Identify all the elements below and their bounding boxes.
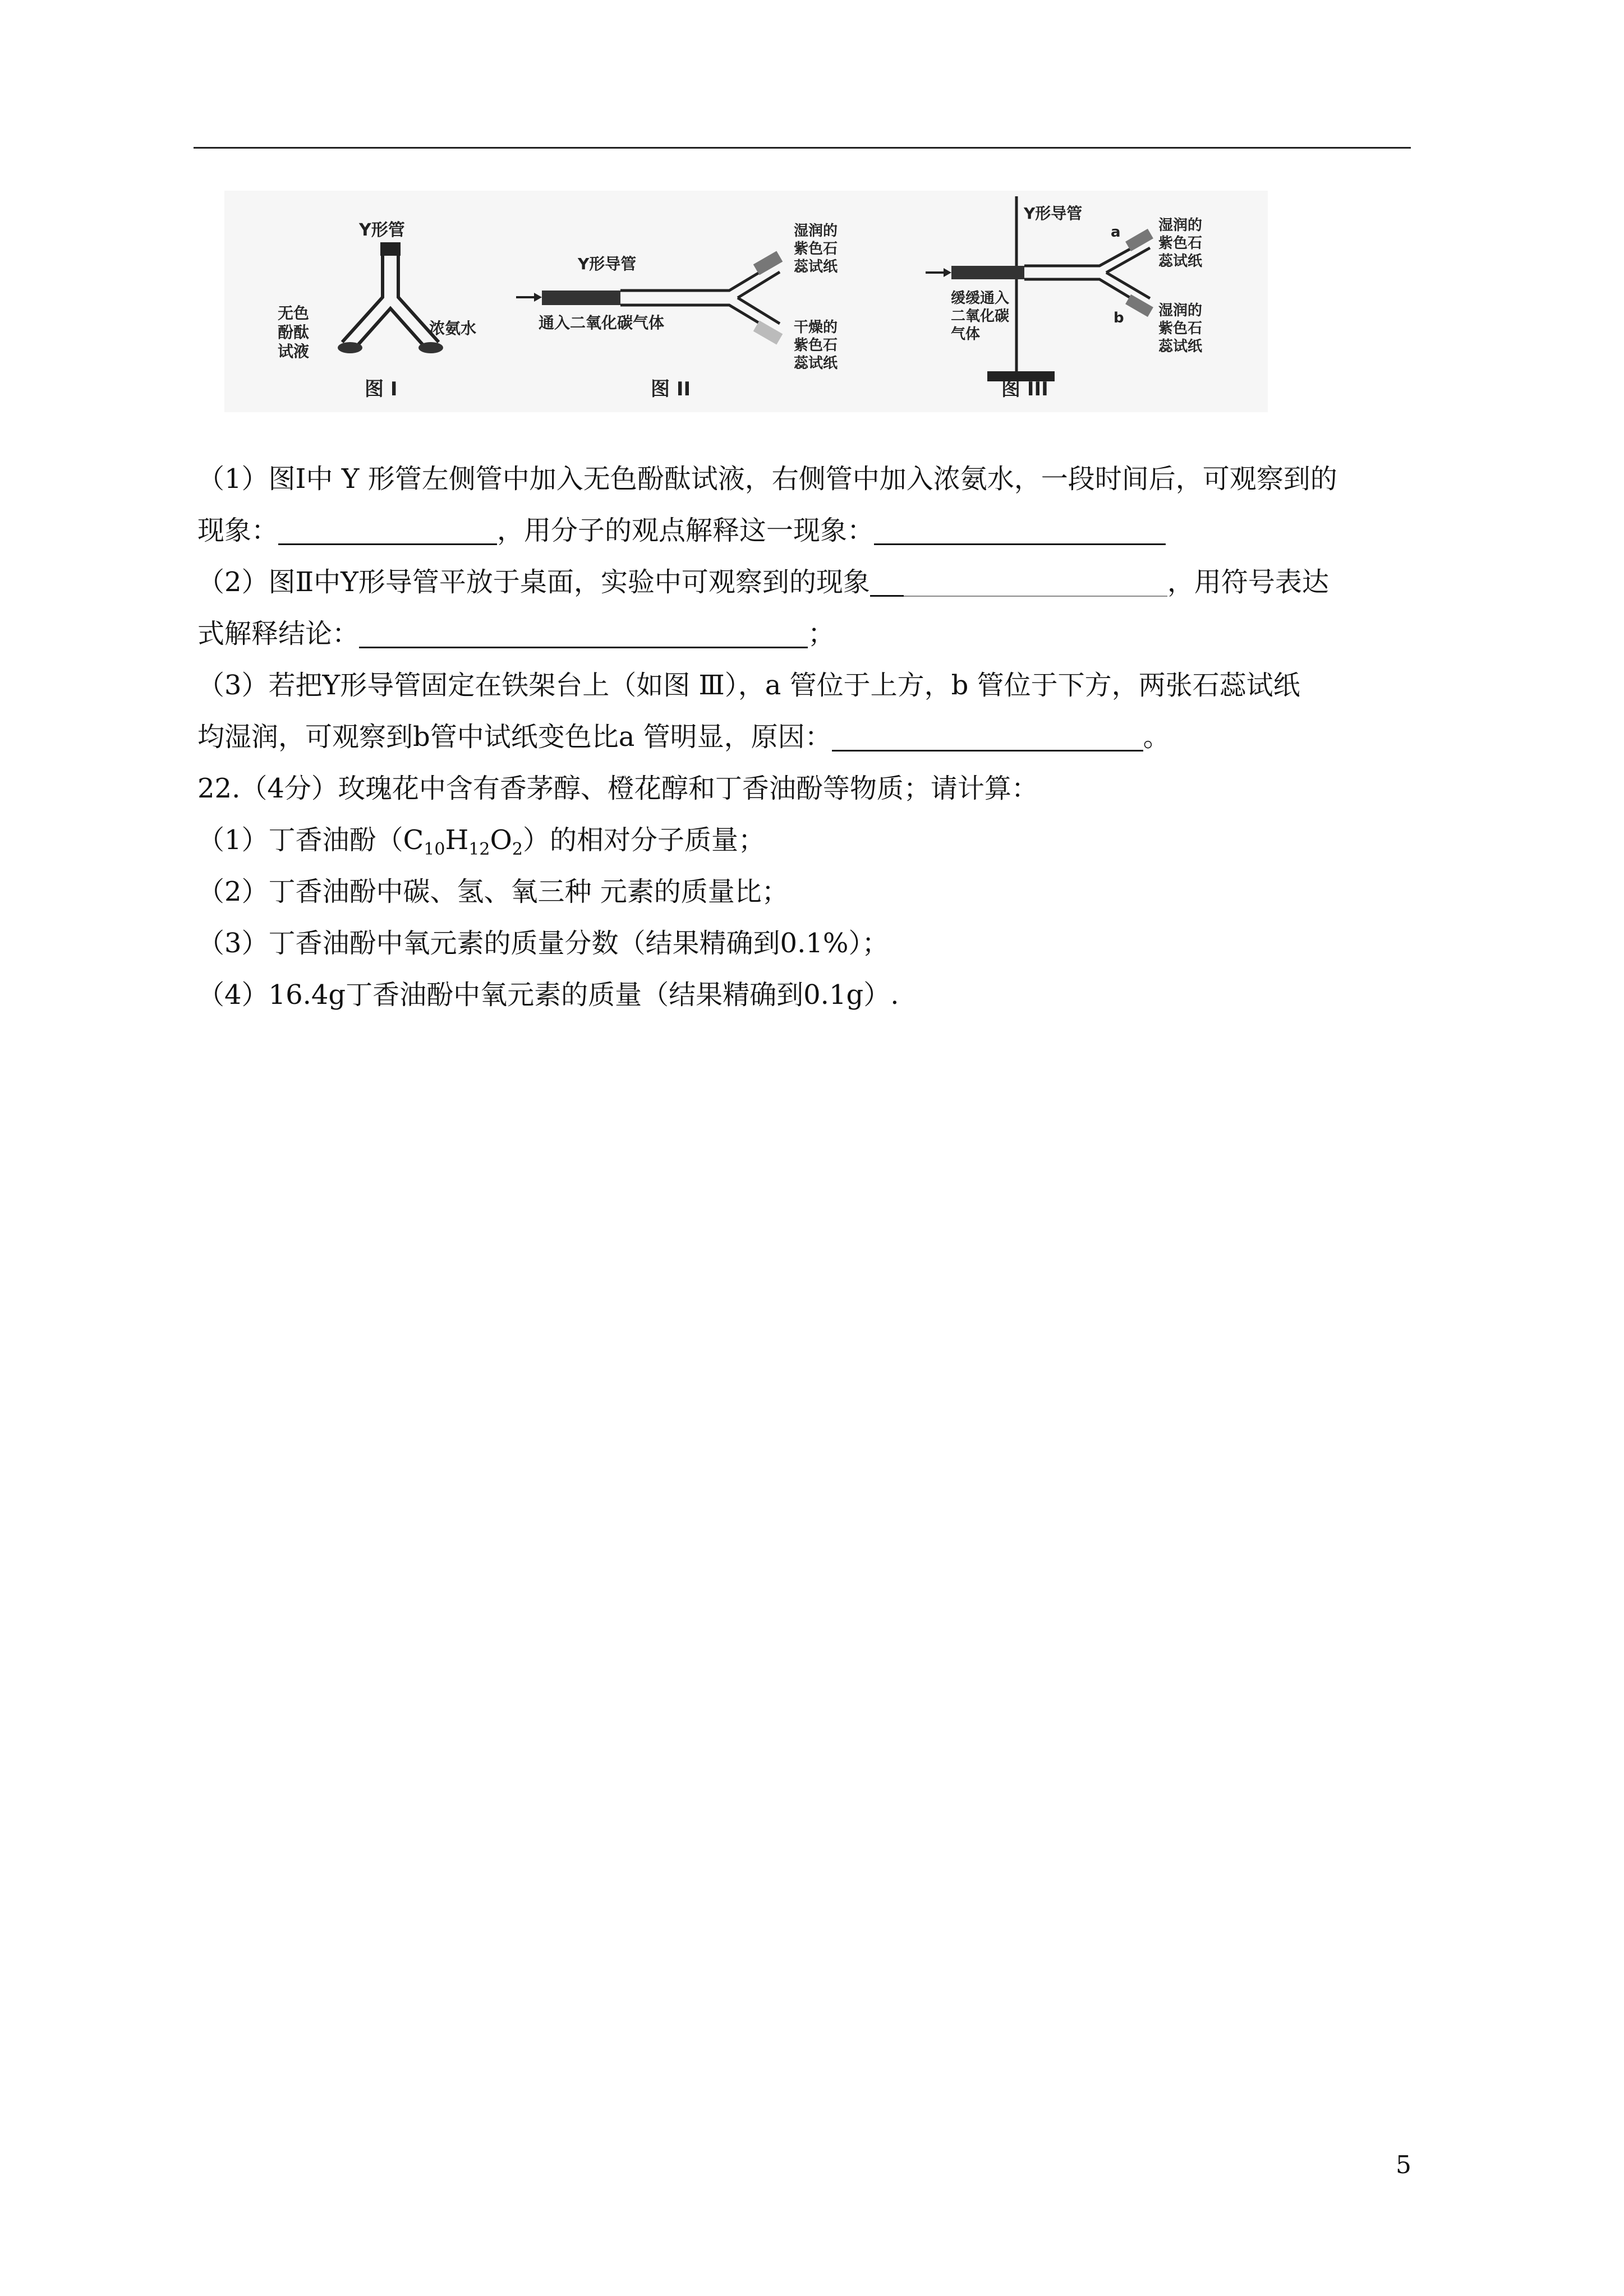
fig3-packed-tube-icon — [951, 266, 1024, 279]
q3-line1: （3）若把Y形导管固定在铁架台上（如图 Ⅲ），a 管位于上方，b 管位于下方，两张石蕊试纸 — [197, 670, 1300, 701]
experiment-diagrams — [224, 191, 1268, 412]
q3-label-reason: 均湿润，可观察到b管中试纸变色比a 管明显，原因： — [197, 721, 832, 753]
q22-1-sub-o: 2 — [512, 840, 523, 859]
fig3-upper-label-1: 湿润的 — [1158, 217, 1203, 234]
right-liquid-icon — [418, 342, 443, 353]
fig2-tube-label: Y形导管 — [578, 255, 637, 273]
stopper-icon — [380, 242, 401, 256]
fig3-caption: 图 III — [1001, 378, 1048, 400]
q22-part2: （2）丁香油酚中碳、氢、氧三种 元素的质量比； — [197, 876, 789, 907]
q22-part4: （4）16.4g丁香油酚中氧元素的质量（结果精确到0.1g）. — [197, 979, 899, 1011]
q22-1-text-o: O — [490, 824, 512, 856]
q2-line2 — [197, 608, 1420, 660]
q2-label-conclusion: 式解释结论： — [197, 618, 360, 649]
figure-2-horizontal-y-tube — [516, 223, 838, 400]
q1-line2 — [197, 505, 1420, 556]
fig1-left-label-3: 试液 — [278, 342, 310, 361]
q22-1-sub-h: 12 — [468, 840, 490, 859]
fig3-inlet-label-1: 缓缓通入 — [951, 290, 1010, 307]
q1-line1: （1）图Ⅰ中 Y 形管左侧管中加入无色酚酞试液，右侧管中加入浓氨水，一段时间后，可观察到的 — [197, 463, 1337, 495]
fig2-caption: 图 II — [651, 378, 691, 400]
q22-1-text-a: （1）丁香油酚（C — [197, 824, 424, 856]
q3-line2 — [197, 711, 1420, 763]
q2-line1 — [197, 556, 1420, 608]
fig2-inlet-label: 通入二氧化碳气体 — [539, 313, 665, 332]
q2-answer-blank-2[interactable] — [359, 613, 808, 648]
fig3-a-label: a — [1111, 224, 1121, 241]
q2-answer-blank-1b[interactable] — [904, 562, 1167, 597]
q2-answer-blank-1a[interactable] — [870, 561, 904, 597]
arrow-head-icon — [534, 293, 542, 302]
q3-period: 。 — [1143, 721, 1170, 753]
fig2-lower-label-1: 干燥的 — [794, 319, 838, 336]
q2-label-phenomenon: （2）图Ⅱ中Y形导管平放于桌面，实验中可观察到的现象 — [197, 566, 870, 598]
figure-3-stand-y-tube — [926, 196, 1203, 400]
q1-answer-blank-2[interactable] — [874, 510, 1166, 545]
q1-label-explain: ，用分子的观点解释这一现象： — [497, 515, 875, 546]
fig1-caption: 图 I — [365, 378, 398, 400]
q22-part3: （3）丁香油酚中氧元素的质量分数（结果精确到0.1%）； — [197, 928, 889, 959]
fig2-upper-label-2: 紫色石 — [794, 241, 838, 257]
fig1-left-label-1: 无色 — [278, 304, 310, 322]
q2-semicolon: ； — [808, 618, 835, 649]
q1-label-phenomenon: 现象： — [197, 515, 279, 546]
fig2-upper-label-3: 蕊试纸 — [794, 259, 838, 275]
q22-1-sub-c: 10 — [424, 840, 445, 859]
fig3-tube-label: Y形导管 — [1024, 204, 1083, 223]
fig2-lower-label-2: 紫色石 — [794, 337, 838, 354]
fig2-lower-label-3: 蕊试纸 — [794, 355, 838, 372]
fig3-lower-label-2: 紫色石 — [1158, 320, 1203, 337]
fig2-upper-label-1: 湿润的 — [794, 223, 838, 239]
fig3-upper-label-2: 紫色石 — [1158, 235, 1203, 252]
fig3-upper-label-3: 蕊试纸 — [1158, 253, 1203, 270]
q1-answer-blank-1[interactable] — [278, 510, 497, 545]
arrow-head-icon-3 — [944, 268, 951, 277]
fig3-b-label: b — [1114, 310, 1124, 326]
fig3-inlet-label-3: 气体 — [951, 326, 981, 343]
q22-1-text-h: H — [445, 824, 469, 856]
fig1-tube-label: Y形管 — [359, 220, 405, 240]
fig3-inlet-label-2: 二氧化碳 — [951, 308, 1010, 325]
left-liquid-icon — [338, 342, 362, 353]
q22-title: 22.（4分）玫瑰花中含有香茅醇、橙花醇和丁香油酚等物质；请计算： — [197, 773, 1038, 804]
fig3-lower-label-3: 蕊试纸 — [1158, 338, 1203, 355]
figure-1-y-tube — [278, 220, 476, 400]
fig2-packed-tube-icon — [542, 291, 620, 305]
fig3-lower-label-1: 湿润的 — [1158, 302, 1203, 319]
q3-answer-blank[interactable] — [832, 716, 1143, 751]
q2-label-symbol: ，用符号表达 — [1167, 566, 1329, 598]
fig1-right-label: 浓氨水 — [429, 319, 477, 338]
y-tube-icon — [342, 256, 439, 345]
q22-1-text-d: ）的相对分子质量； — [522, 824, 765, 856]
header-rule — [194, 147, 1411, 149]
fig1-left-label-2: 酚酞 — [278, 323, 310, 342]
experiment-figure — [224, 191, 1268, 412]
page-number: 5 — [1396, 2151, 1411, 2179]
